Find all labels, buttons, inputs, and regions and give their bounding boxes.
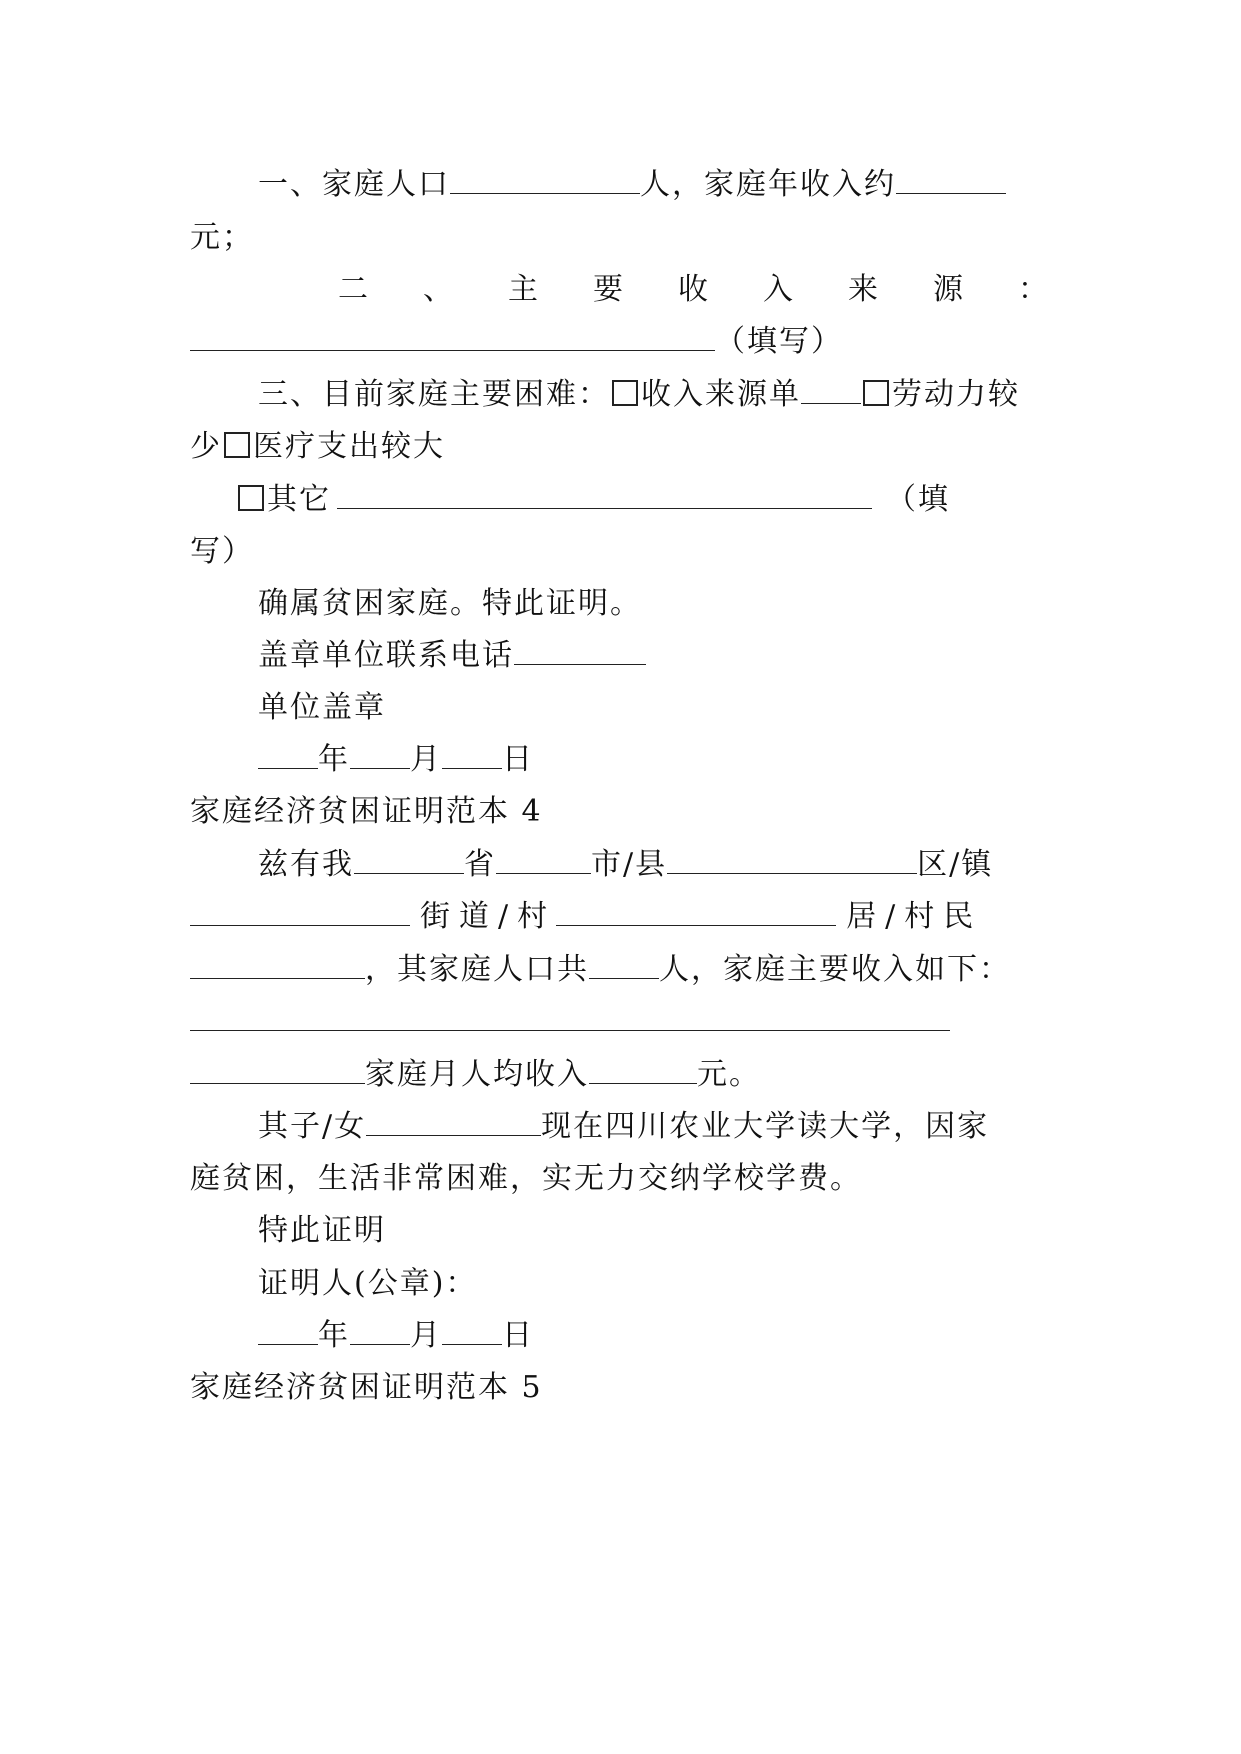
income-detail-blank[interactable] xyxy=(190,1002,950,1031)
income-detail-line xyxy=(190,1002,1050,1042)
option-blank[interactable] xyxy=(801,375,861,404)
month-blank[interactable] xyxy=(350,740,410,769)
contact-phone-line xyxy=(258,636,1050,676)
child-name-blank[interactable] xyxy=(366,1107,541,1136)
fill-in-note: （填写） xyxy=(715,324,843,359)
difficulties-line-2: 少 医疗支出较大 xyxy=(190,429,445,464)
section-5-title: 家庭经济贫困证明范本 5 xyxy=(190,1370,543,1405)
day-blank[interactable] xyxy=(442,740,502,769)
child-line-2: 庭贫困，生活非常困难，实无力交纳学校学费。 xyxy=(190,1161,862,1196)
family-size-label: 一、家庭人口 xyxy=(258,167,450,202)
option-labor: 劳动力较 xyxy=(892,377,1020,412)
annual-income-unit: 元； xyxy=(190,220,254,255)
date-line-1: 年 月 日 xyxy=(258,740,1050,780)
option-income-single: 收入来源单 xyxy=(641,377,801,412)
monthly-income-line: 家庭月人均收入 元。 xyxy=(190,1055,1050,1095)
city-blank[interactable] xyxy=(496,845,591,874)
option-medical: 医疗支出较大 xyxy=(253,429,445,464)
confirm-statement: 确属贫困家庭。特此证明。 xyxy=(258,586,642,621)
section-4-title: 家庭经济贫困证明范本 4 xyxy=(190,794,543,829)
checkbox-other[interactable] xyxy=(238,485,264,511)
annual-income-label: 人，家庭年收入约 xyxy=(640,167,896,202)
income-source-fill-line xyxy=(190,322,1050,362)
village-blank[interactable] xyxy=(556,897,836,926)
certify-text: 特此证明 xyxy=(258,1213,386,1248)
annual-income-blank[interactable] xyxy=(896,165,1006,194)
other-line: 其它 （填 xyxy=(258,480,1050,520)
child-line: 其子/女 现在四川农业大学读大学，因家 xyxy=(258,1109,990,1144)
difficulties-label: 三、目前家庭主要困难： xyxy=(258,377,610,412)
other-blank[interactable] xyxy=(337,480,872,509)
checkbox-income-single[interactable] xyxy=(612,380,638,406)
income-source-heading: 二 、 主 要 收 入 来 源 ： xyxy=(338,272,1050,307)
seal-label: 单位盖章 xyxy=(258,690,386,725)
checkbox-medical[interactable] xyxy=(224,432,250,458)
address-line-1: 兹有我 省 市/县 区/镇 xyxy=(258,847,994,882)
contact-phone-blank[interactable] xyxy=(514,636,646,665)
contact-phone-label: 盖章单位联系电话 xyxy=(258,638,514,673)
year-blank[interactable] xyxy=(258,740,318,769)
family-size-blank[interactable] xyxy=(450,165,640,194)
household-line: ，其家庭人口共 人，家庭主要收入如下： xyxy=(190,950,1050,990)
checkbox-labor[interactable] xyxy=(863,380,889,406)
other-fill-close: 写） xyxy=(190,534,254,569)
date-line-2: 年 月 日 xyxy=(258,1316,1050,1356)
day-blank[interactable] xyxy=(442,1316,502,1345)
income-source-blank[interactable] xyxy=(190,322,715,351)
province-blank[interactable] xyxy=(354,845,464,874)
income-detail-blank-2[interactable] xyxy=(190,1055,365,1084)
year-blank[interactable] xyxy=(258,1316,318,1345)
month-blank[interactable] xyxy=(350,1316,410,1345)
district-blank[interactable] xyxy=(667,845,917,874)
certifier-label: 证明人(公章)： xyxy=(258,1266,478,1301)
address-line-2: 街道/村 居/村民 xyxy=(190,897,1050,937)
difficulties-line xyxy=(258,375,1050,415)
household-count-blank[interactable] xyxy=(589,950,659,979)
option-other: 其它 xyxy=(267,482,331,517)
resident-name-blank[interactable] xyxy=(190,950,365,979)
family-size-line xyxy=(258,165,1050,205)
monthly-income-blank[interactable] xyxy=(589,1055,697,1084)
street-blank[interactable] xyxy=(190,897,410,926)
